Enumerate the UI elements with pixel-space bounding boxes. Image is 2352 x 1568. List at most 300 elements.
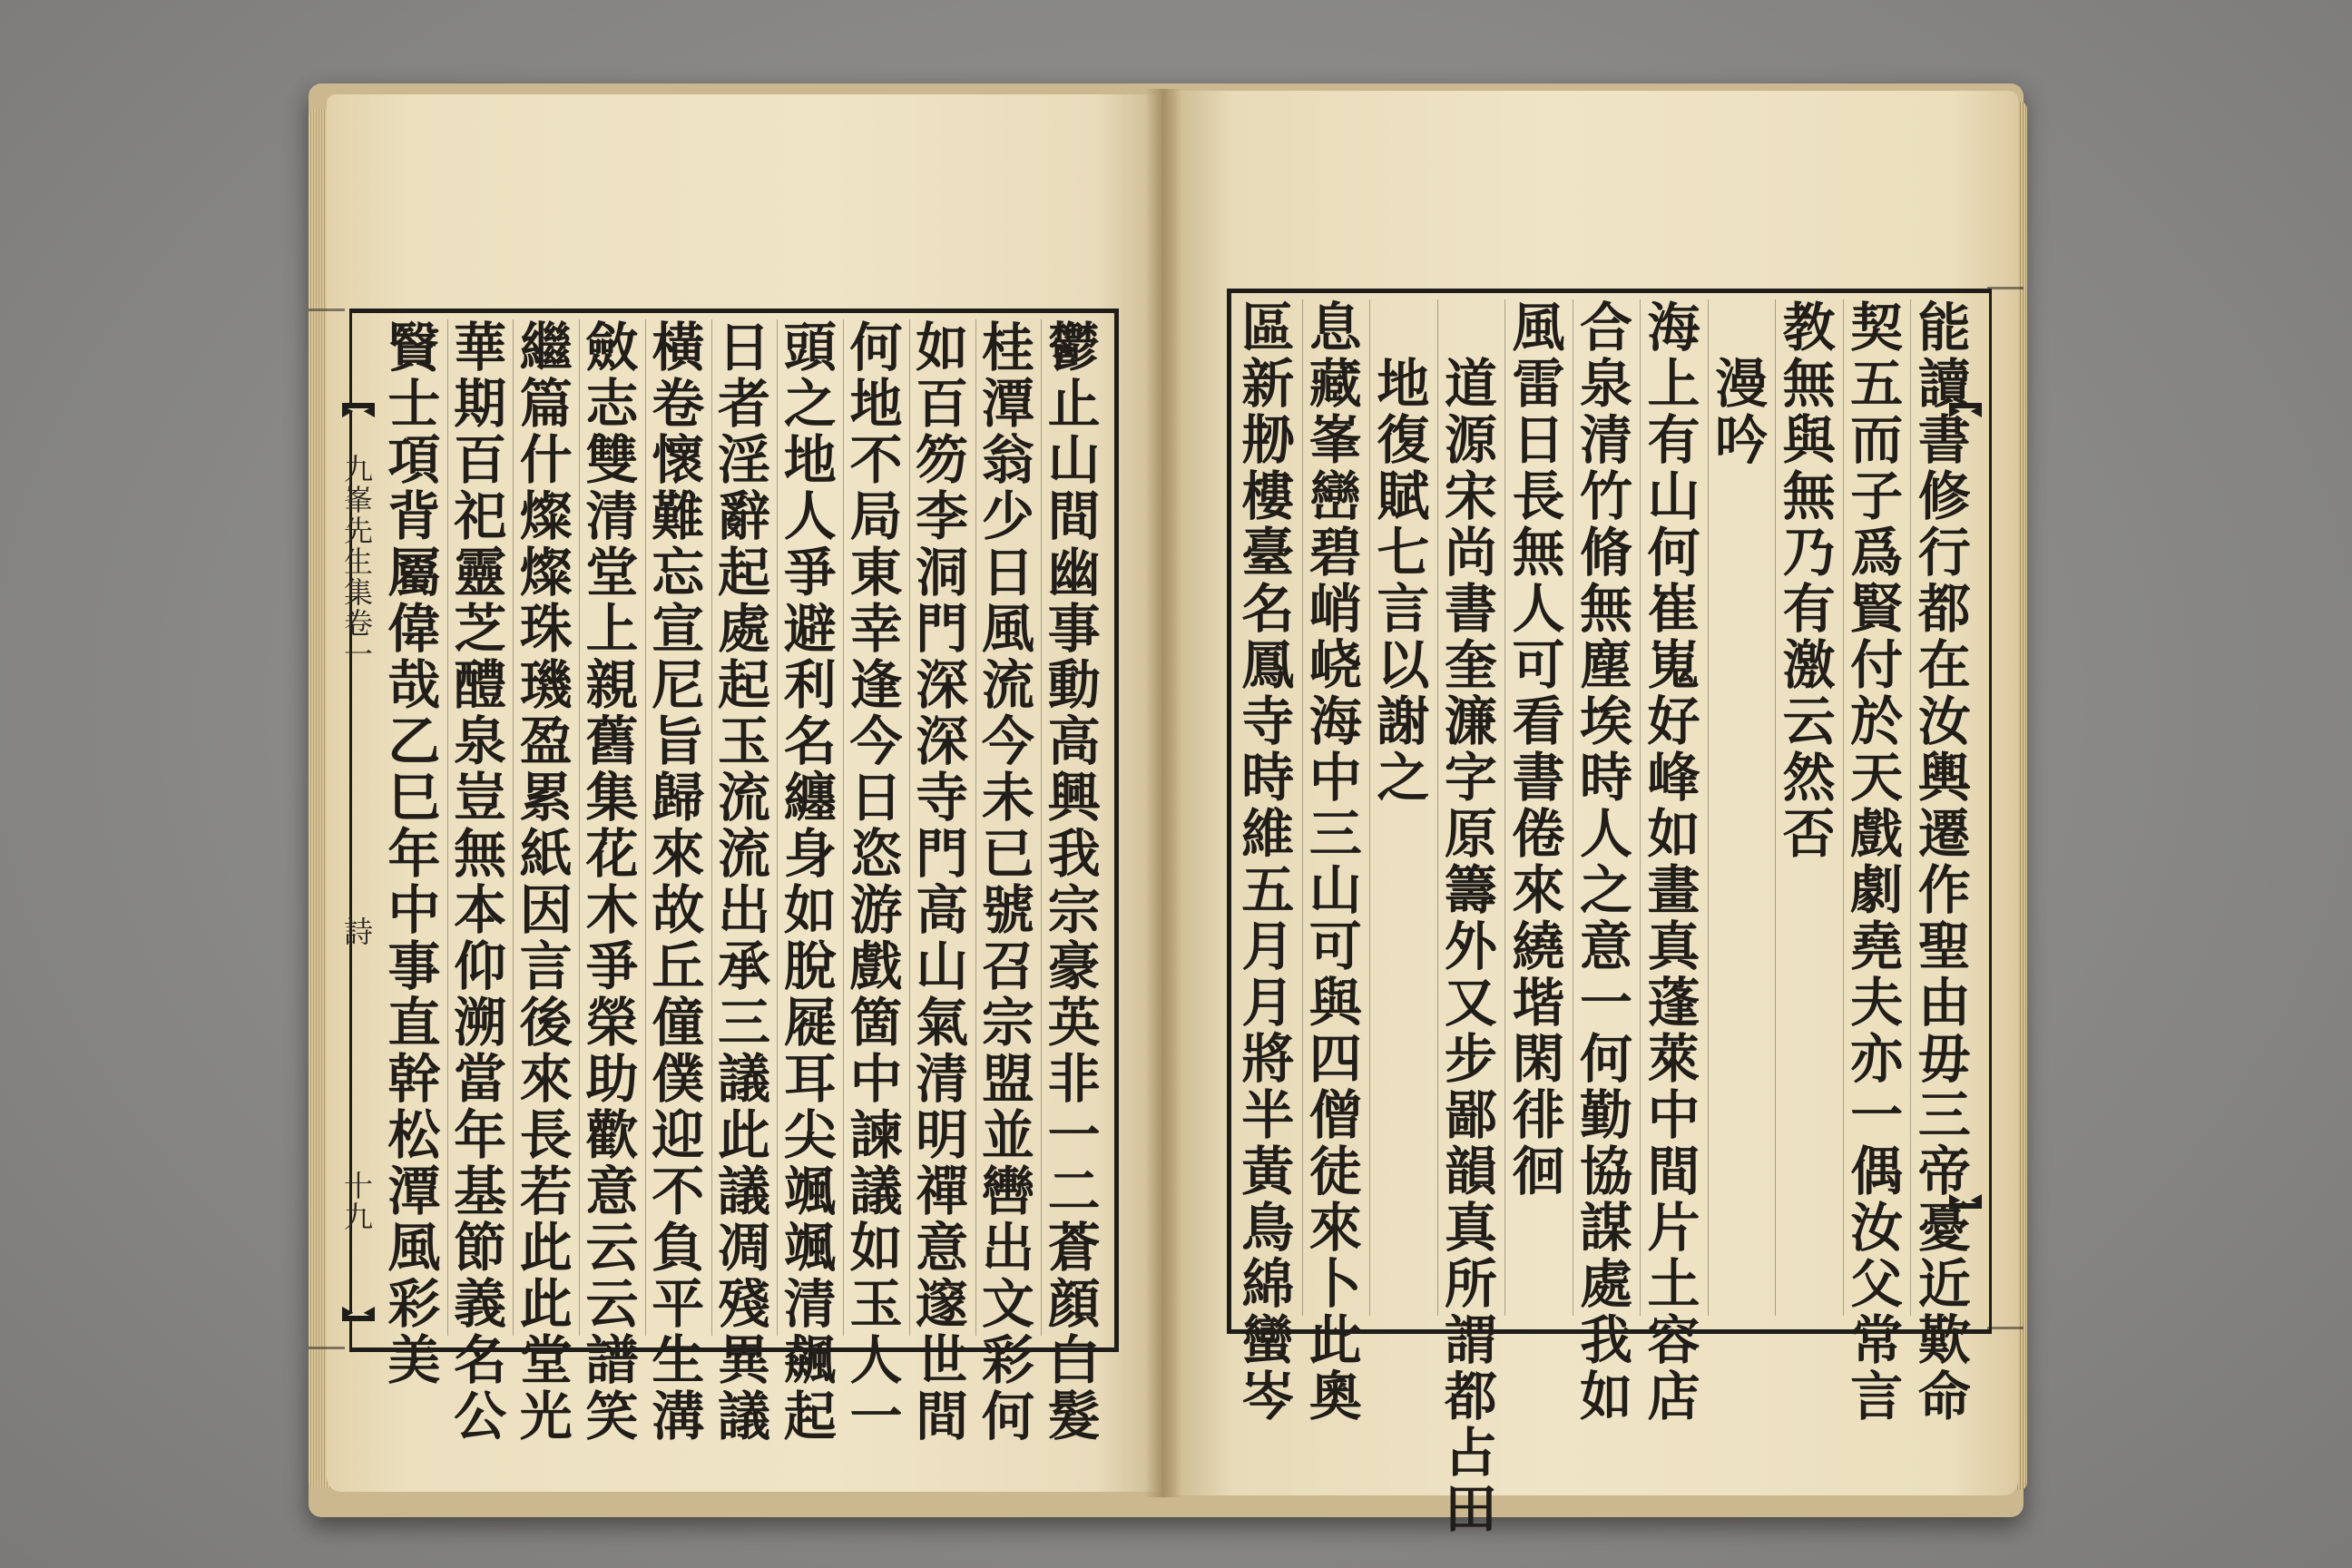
glyph: 五 <box>1241 859 1295 921</box>
glyph: 清 <box>916 1048 969 1110</box>
glyph: 謝 <box>1377 691 1430 752</box>
glyph: 上 <box>1647 353 1700 415</box>
glyph: 萊 <box>1647 1028 1700 1090</box>
fish-tail-icon <box>340 399 377 436</box>
glyph: 處 <box>1579 1253 1632 1315</box>
banxin-title <box>340 454 377 670</box>
glyph: 卷 <box>343 606 373 641</box>
glyph: 何 <box>1579 1028 1632 1090</box>
glyph: 區 <box>1241 297 1295 358</box>
glyph: 士 <box>387 373 441 435</box>
glyph: 藏 <box>1308 353 1362 415</box>
glyph: 我 <box>1579 1309 1632 1371</box>
book-gutter <box>1145 89 1181 1497</box>
glyph: 偶 <box>1850 1141 1904 1202</box>
glyph: 集 <box>343 575 373 610</box>
glyph: 玉 <box>849 1273 903 1335</box>
glyph: 幸 <box>849 598 903 660</box>
glyph: 店 <box>1647 1366 1700 1427</box>
glyph: 賦 <box>1377 466 1430 527</box>
glyph: 逢 <box>849 654 903 716</box>
glyph: 人 <box>1579 803 1632 865</box>
glyph: 人 <box>849 1329 903 1391</box>
left-text-column <box>1041 319 1108 1445</box>
glyph: 生 <box>652 1329 705 1391</box>
glyph: 亦 <box>1850 1028 1904 1090</box>
glyph: 幹 <box>387 1048 441 1110</box>
glyph: 無 <box>1579 578 1632 640</box>
glyph: 契 <box>1850 297 1904 358</box>
glyph: 帝 <box>1917 1141 1971 1202</box>
glyph: 寺 <box>1241 691 1295 752</box>
glyph: 協 <box>1579 1141 1632 1202</box>
glyph: 山 <box>1308 859 1362 921</box>
glyph: 日 <box>717 317 770 378</box>
glyph: 三 <box>1917 1084 1971 1146</box>
glyph: 徘 <box>1512 1084 1565 1146</box>
glyph: 顔 <box>1047 1273 1101 1335</box>
banxin-column <box>340 309 377 1352</box>
glyph: 無 <box>1782 466 1836 527</box>
glyph: 斂 <box>585 317 639 378</box>
glyph: 流 <box>717 767 770 828</box>
glyph: 迎 <box>652 1104 705 1166</box>
right-text-column <box>1641 299 1708 1425</box>
glyph: 一 <box>1047 1104 1101 1166</box>
glyph: 宣 <box>652 598 705 660</box>
glyph: 助 <box>585 1048 639 1110</box>
glyph: 洞 <box>916 542 969 603</box>
glyph: 卜 <box>1308 1253 1362 1315</box>
glyph: 子 <box>1850 466 1904 527</box>
glyph: 未 <box>981 767 1034 828</box>
glyph: 與 <box>1782 409 1836 471</box>
glyph: 珠 <box>519 598 573 660</box>
glyph: 日 <box>849 767 903 828</box>
glyph: 畫 <box>1647 859 1700 921</box>
glyph: 偉 <box>387 598 441 660</box>
glyph: 時 <box>1241 747 1295 808</box>
right-text-column <box>1437 353 1504 1540</box>
glyph: 流 <box>981 654 1034 716</box>
glyph: 無 <box>1512 522 1565 583</box>
glyph: 道 <box>1444 353 1497 415</box>
glyph: 譜 <box>585 1329 639 1391</box>
glyph: 游 <box>849 879 903 941</box>
glyph: 能 <box>1917 297 1971 358</box>
glyph: 樓 <box>1241 466 1295 527</box>
glyph: 於 <box>1850 691 1904 752</box>
glyph: 合 <box>1579 297 1632 358</box>
glyph: 鬱 <box>1047 317 1101 378</box>
glyph: 刱 <box>1241 409 1295 471</box>
glyph: 近 <box>1917 1253 1971 1315</box>
glyph: 起 <box>717 654 770 716</box>
glyph: 田 <box>1444 1478 1497 1540</box>
glyph: 豈 <box>454 767 507 828</box>
glyph: 云 <box>1782 691 1836 752</box>
glyph: 燦 <box>519 485 573 547</box>
glyph: 直 <box>387 992 441 1054</box>
glyph: 年 <box>387 823 441 885</box>
glyph: 夫 <box>1850 972 1904 1034</box>
glyph: 繼 <box>519 317 573 378</box>
glyph: 光 <box>519 1386 573 1447</box>
glyph: 來 <box>652 823 705 885</box>
glyph: 此 <box>1308 1309 1362 1371</box>
glyph: 所 <box>1444 1253 1497 1315</box>
right-text-column <box>1843 299 1910 1425</box>
glyph: 避 <box>783 598 837 660</box>
glyph: 殘 <box>717 1273 770 1335</box>
right-text-column <box>1573 299 1640 1425</box>
glyph: 一 <box>343 637 373 671</box>
glyph: 英 <box>1047 992 1101 1054</box>
glyph: 劇 <box>1850 859 1904 921</box>
glyph: 止 <box>1047 373 1101 435</box>
glyph: 父 <box>1850 1253 1904 1315</box>
glyph: 地 <box>1377 353 1430 415</box>
glyph: 璣 <box>519 654 573 716</box>
glyph: 舊 <box>585 710 639 772</box>
glyph: 醴 <box>454 654 507 716</box>
glyph: 書 <box>1444 578 1497 640</box>
glyph: 名 <box>1241 578 1295 640</box>
glyph: 碧 <box>1308 522 1362 583</box>
glyph: 笑 <box>585 1386 639 1447</box>
left-text-column <box>842 319 909 1445</box>
glyph: 上 <box>585 598 639 660</box>
glyph: 激 <box>1782 634 1836 696</box>
glyph: 僧 <box>1308 1084 1362 1146</box>
glyph: 之 <box>783 373 837 435</box>
glyph: 起 <box>783 1386 837 1447</box>
glyph: 名 <box>783 710 837 772</box>
fish-tail-icon <box>340 1289 377 1325</box>
glyph: 可 <box>1308 916 1362 977</box>
glyph: 泉 <box>1579 353 1632 415</box>
glyph: 之 <box>1377 747 1430 808</box>
glyph: 海 <box>1647 297 1700 358</box>
glyph: 何 <box>1647 522 1700 583</box>
glyph: 平 <box>652 1273 705 1335</box>
glyph: 占 <box>1444 1422 1497 1484</box>
glyph: 時 <box>1579 747 1632 808</box>
glyph: 海 <box>1308 691 1362 752</box>
column-rule <box>645 319 646 1336</box>
glyph: 山 <box>1647 466 1700 527</box>
glyph: 三 <box>717 992 770 1054</box>
glyph: 雷 <box>1512 353 1565 415</box>
glyph: 紙 <box>519 823 573 885</box>
glyph: 真 <box>1647 916 1700 977</box>
right-text-column <box>1234 299 1301 1425</box>
glyph: 本 <box>454 879 507 941</box>
glyph: 並 <box>981 1104 1034 1166</box>
glyph: 山 <box>1047 429 1101 491</box>
glyph: 高 <box>916 879 969 941</box>
glyph: 漫 <box>1715 353 1769 415</box>
glyph: 爭 <box>783 542 837 603</box>
column-rule <box>975 319 976 1336</box>
column-rule <box>1843 299 1844 1316</box>
glyph: 篇 <box>519 373 573 435</box>
glyph: 議 <box>717 1161 770 1222</box>
column-rule <box>1369 299 1370 1316</box>
glyph: 禪 <box>916 1161 969 1222</box>
glyph: 燦 <box>519 542 573 603</box>
glyph: 都 <box>1917 578 1971 640</box>
glyph: 月 <box>1241 916 1295 977</box>
glyph: 榮 <box>585 992 639 1054</box>
glyph: 一 <box>1579 972 1632 1034</box>
glyph: 處 <box>717 598 770 660</box>
glyph: 戲 <box>849 936 903 997</box>
glyph: 峯 <box>1308 409 1362 471</box>
glyph: 以 <box>1377 634 1430 696</box>
glyph: 付 <box>1850 634 1904 696</box>
glyph: 毋 <box>1917 1028 1971 1090</box>
glyph: 有 <box>1782 578 1836 640</box>
column-rule <box>447 319 448 1336</box>
glyph: 生 <box>343 544 373 579</box>
glyph: 祀 <box>454 485 507 547</box>
right-text-column <box>1369 353 1436 808</box>
glyph: 颯 <box>783 1217 837 1279</box>
glyph: 此 <box>519 1273 573 1335</box>
glyph: 飆 <box>783 1329 837 1391</box>
glyph: 東 <box>849 542 903 603</box>
glyph: 承 <box>717 936 770 997</box>
glyph: 倦 <box>1512 803 1565 865</box>
glyph: 宗 <box>981 992 1034 1054</box>
glyph: 贀 <box>387 317 441 378</box>
glyph: 什 <box>519 429 573 491</box>
glyph: 此 <box>717 1104 770 1166</box>
glyph: 名 <box>454 1329 507 1391</box>
glyph: 清 <box>585 485 639 547</box>
glyph: 潭 <box>981 373 1034 435</box>
glyph: 間 <box>1047 485 1101 547</box>
glyph: 彩 <box>981 1329 1034 1391</box>
glyph: 奧 <box>1308 1366 1362 1427</box>
glyph: 氣 <box>916 992 969 1054</box>
glyph: 汝 <box>1917 691 1971 752</box>
glyph: 故 <box>652 879 705 941</box>
glyph: 意 <box>916 1217 969 1279</box>
glyph: 綿 <box>1241 1253 1295 1315</box>
right-text-column <box>1302 299 1369 1425</box>
glyph: 蠻 <box>1241 1309 1295 1371</box>
glyph: 意 <box>1579 916 1632 977</box>
glyph: 土 <box>1647 1253 1700 1315</box>
glyph: 間 <box>1647 1141 1700 1202</box>
glyph: 已 <box>981 823 1034 885</box>
glyph: 清 <box>1579 409 1632 471</box>
left-text-columns <box>381 317 1107 1447</box>
glyph: 十 <box>343 1169 373 1203</box>
glyph: 云 <box>585 1217 639 1279</box>
right-text-column <box>1776 297 1843 865</box>
glyph: 事 <box>1047 598 1101 660</box>
glyph: 原 <box>1444 803 1497 865</box>
glyph: 白 <box>1047 1329 1101 1391</box>
glyph: 盈 <box>519 710 573 772</box>
glyph: 門 <box>916 823 969 885</box>
glyph: 容 <box>1647 1309 1700 1371</box>
glyph: 修 <box>1917 466 1971 527</box>
glyph: 歸 <box>652 767 705 828</box>
glyph: 如 <box>916 317 969 378</box>
glyph: 宋 <box>1444 466 1497 527</box>
glyph: 人 <box>1512 578 1565 640</box>
glyph: 蒼 <box>1047 1217 1101 1279</box>
glyph: 好 <box>1647 691 1700 752</box>
banxin-section <box>340 916 377 947</box>
glyph: 我 <box>1047 823 1101 885</box>
column-rule <box>777 319 778 1336</box>
glyph: 因 <box>519 879 573 941</box>
glyph: 將 <box>1241 1028 1295 1090</box>
glyph: 讀 <box>1917 353 1971 415</box>
glyph: 今 <box>849 710 903 772</box>
glyph: 桂 <box>981 317 1034 378</box>
glyph: 峭 <box>1308 578 1362 640</box>
glyph: 巳 <box>387 767 441 828</box>
glyph: 盟 <box>981 1048 1034 1110</box>
glyph: 芝 <box>454 598 507 660</box>
glyph: 歎 <box>1917 1309 1971 1371</box>
glyph: 徒 <box>1308 1141 1362 1202</box>
glyph: 豪 <box>1047 936 1101 997</box>
glyph: 笏 <box>916 429 969 491</box>
glyph: 起 <box>717 542 770 603</box>
glyph: 非 <box>1047 1048 1101 1110</box>
glyph: 間 <box>916 1386 969 1447</box>
glyph: 中 <box>387 879 441 941</box>
glyph: 一 <box>1850 1084 1904 1146</box>
glyph: 忘 <box>652 542 705 603</box>
glyph: 恣 <box>849 823 903 885</box>
column-rule <box>843 319 844 1336</box>
column-rule <box>1708 299 1709 1316</box>
glyph: 興 <box>1047 767 1101 828</box>
glyph: 書 <box>1512 747 1565 808</box>
glyph: 年 <box>454 1104 507 1166</box>
glyph: 意 <box>585 1161 639 1222</box>
glyph: 堯 <box>1850 916 1904 977</box>
glyph: 公 <box>454 1386 507 1447</box>
right-text-column <box>1708 353 1775 471</box>
glyph: 否 <box>1782 803 1836 865</box>
glyph: 步 <box>1444 1028 1497 1090</box>
glyph: 塵 <box>1579 634 1632 696</box>
binding-thread <box>1987 1327 2024 1329</box>
glyph: 七 <box>1377 522 1430 583</box>
glyph: 維 <box>1241 803 1295 865</box>
column-rule <box>909 319 910 1336</box>
glyph: 教 <box>1782 297 1836 358</box>
glyph: 深 <box>916 654 969 716</box>
glyph: 議 <box>849 1161 903 1222</box>
glyph: 先 <box>343 514 373 548</box>
glyph: 靈 <box>454 542 507 603</box>
glyph: 此 <box>519 1217 573 1279</box>
glyph: 若 <box>519 1161 573 1222</box>
glyph: 動 <box>1047 654 1101 716</box>
glyph: 如 <box>1579 1366 1632 1427</box>
glyph: 屬 <box>387 542 441 603</box>
glyph: 巒 <box>1308 466 1362 527</box>
glyph: 源 <box>1444 409 1497 471</box>
glyph: 今 <box>981 710 1034 772</box>
glyph: 詩 <box>343 915 373 949</box>
binding-thread <box>1987 287 2024 289</box>
left-text-column <box>380 317 447 1391</box>
glyph: 議 <box>717 1386 770 1447</box>
glyph: 文 <box>981 1273 1034 1335</box>
glyph: 戲 <box>1850 803 1904 865</box>
glyph: 華 <box>454 317 507 378</box>
glyph: 峯 <box>343 483 373 517</box>
glyph: 然 <box>1782 747 1836 808</box>
glyph: 四 <box>1308 1028 1362 1090</box>
left-text-column <box>710 319 778 1445</box>
glyph: 後 <box>519 992 573 1054</box>
glyph: 纏 <box>783 767 837 828</box>
glyph: 木 <box>585 879 639 941</box>
left-text-column <box>446 319 514 1445</box>
glyph: 邃 <box>916 1273 969 1335</box>
glyph: 旨 <box>652 710 705 772</box>
glyph: 天 <box>1850 747 1904 808</box>
column-rule <box>1504 299 1505 1316</box>
glyph: 半 <box>1241 1084 1295 1146</box>
glyph: 之 <box>1579 859 1632 921</box>
glyph: 鄙 <box>1444 1084 1497 1146</box>
glyph: 外 <box>1444 916 1497 977</box>
glyph: 溝 <box>652 1386 705 1447</box>
glyph: 在 <box>1917 634 1971 696</box>
right-text-column <box>1911 299 1978 1425</box>
glyph: 輿 <box>1917 747 1971 808</box>
glyph: 風 <box>981 598 1034 660</box>
glyph: 堦 <box>1512 972 1565 1034</box>
glyph: 事 <box>387 936 441 997</box>
glyph: 閑 <box>1512 1028 1565 1090</box>
glyph: 謀 <box>1579 1197 1632 1259</box>
glyph: 泉 <box>454 710 507 772</box>
glyph: 如 <box>849 1217 903 1279</box>
glyph: 少 <box>981 485 1034 547</box>
left-text-column <box>908 319 975 1445</box>
glyph: 長 <box>1512 466 1565 527</box>
left-text-column <box>644 319 711 1445</box>
glyph: 黃 <box>1241 1141 1295 1202</box>
glyph: 淫 <box>717 429 770 491</box>
column-rule <box>711 319 712 1336</box>
glyph: 由 <box>1917 972 1971 1034</box>
glyph: 深 <box>916 710 969 772</box>
glyph: 中 <box>1647 1084 1700 1146</box>
glyph: 風 <box>387 1217 441 1279</box>
glyph: 僮 <box>652 992 705 1054</box>
glyph: 常 <box>1850 1309 1904 1371</box>
glyph: 徊 <box>1512 1141 1565 1202</box>
glyph: 竹 <box>1579 466 1632 527</box>
glyph: 與 <box>1308 972 1362 1034</box>
glyph: 來 <box>519 1048 573 1110</box>
